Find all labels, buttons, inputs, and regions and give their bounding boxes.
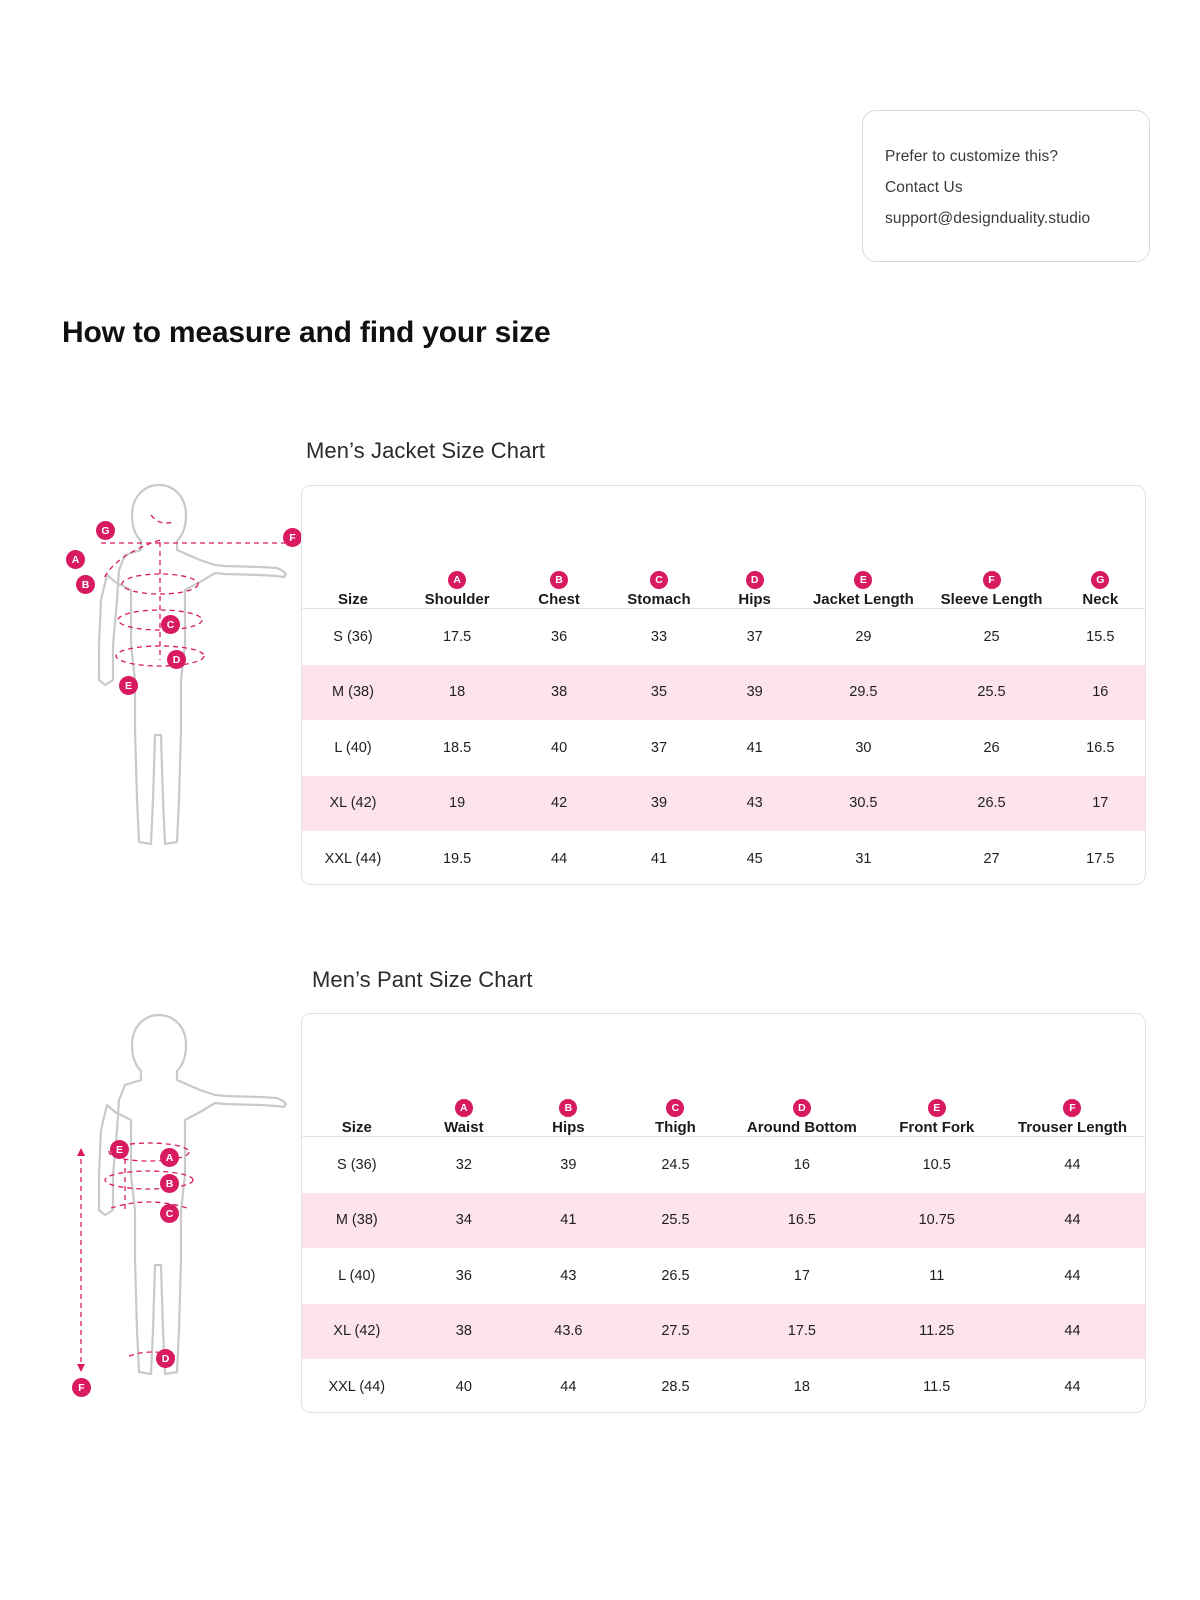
cell-front-fork: 11 [929, 1267, 945, 1284]
jacket-col-hips: D Hips [710, 486, 799, 609]
cell-jacket-length: 30.5 [849, 795, 878, 812]
jacket-measurement-figure [55, 470, 295, 875]
cell-hips: 45 [746, 850, 763, 867]
jacket-col-stomach: C Stomach [608, 486, 710, 609]
cell-hips: 41 [560, 1212, 577, 1229]
table-row [302, 1359, 1145, 1413]
jacket-col-shoulder: A Shoulder [404, 486, 510, 609]
pant-size-table [302, 1014, 1145, 1413]
cell-sleeve-length: 26 [983, 739, 1000, 756]
cell-shoulder: 17.5 [442, 628, 472, 645]
pant-col-size: Size [302, 1014, 412, 1137]
pant-point-B: B [160, 1174, 179, 1193]
cell-stomach: 37 [650, 739, 668, 756]
size-label: XL (42) [329, 795, 377, 812]
cell-trouser-length: 44 [1064, 1212, 1081, 1229]
contact-card [862, 110, 1150, 262]
cell-waist: 40 [455, 1378, 472, 1395]
pant-col-around-bottom: D Around Bottom [730, 1014, 873, 1137]
cell-sleeve-length: 26.5 [977, 795, 1006, 812]
table-row [302, 831, 1145, 885]
cell-stomach: 35 [650, 684, 668, 701]
table-row [302, 776, 1145, 832]
cell-around-bottom: 16.5 [787, 1212, 816, 1229]
cell-sleeve-length: 25.5 [977, 684, 1006, 701]
cell-chest: 42 [551, 795, 568, 812]
badge-d-icon: D [793, 1099, 811, 1117]
cell-front-fork: 11.5 [923, 1378, 951, 1395]
cell-neck: 17 [1092, 795, 1109, 812]
badge-b-icon: B [559, 1099, 577, 1117]
jacket-section-heading: Men’s Jacket Size Chart [306, 438, 546, 463]
cell-trouser-length: 44 [1064, 1156, 1081, 1173]
support-email[interactable]: support@designduality.studio [885, 210, 1091, 227]
badge-g-icon: G [1091, 571, 1109, 589]
cell-thigh: 28.5 [661, 1378, 690, 1395]
jacket-point-D: D [167, 650, 186, 669]
cell-sleeve-length: 25 [983, 628, 1000, 645]
cell-stomach: 33 [650, 628, 668, 645]
cell-neck: 17.5 [1086, 850, 1115, 867]
cell-thigh: 26.5 [661, 1267, 690, 1284]
badge-c-icon: C [666, 1099, 684, 1117]
pant-point-D: D [156, 1349, 175, 1368]
cell-neck: 16.5 [1086, 739, 1115, 756]
jacket-header-row [302, 486, 1145, 609]
cell-hips: 43 [746, 795, 763, 812]
badge-e-icon: E [928, 1099, 946, 1117]
table-row [302, 1304, 1145, 1360]
pant-point-F: F [72, 1378, 91, 1397]
cell-hips: 39 [560, 1156, 577, 1173]
cell-around-bottom: 18 [793, 1378, 810, 1395]
cell-stomach: 41 [650, 850, 668, 867]
cell-chest: 36 [551, 628, 568, 645]
jacket-size-table [302, 486, 1145, 885]
pant-body-illustration [55, 1000, 295, 1400]
size-label: S (36) [333, 628, 373, 645]
cell-jacket-length: 29.5 [849, 684, 878, 701]
pant-point-C: C [160, 1204, 179, 1223]
badge-f-icon: F [1063, 1099, 1081, 1117]
table-row [302, 1248, 1145, 1304]
pant-col-front-fork: E Front Fork [874, 1014, 1000, 1137]
size-label: L (40) [334, 739, 372, 756]
cell-hips: 44 [560, 1378, 577, 1395]
badge-a-icon: A [448, 571, 466, 589]
cell-around-bottom: 17.5 [787, 1323, 816, 1340]
cell-chest: 44 [551, 850, 568, 867]
jacket-col-jacket-length: E Jacket Length [799, 486, 927, 609]
cell-shoulder: 19 [449, 795, 466, 812]
contact-us-link[interactable]: Contact Us [885, 179, 963, 196]
cell-hips: 37 [746, 628, 763, 645]
cell-jacket-length: 31 [855, 850, 872, 867]
cell-waist: 34 [455, 1212, 472, 1229]
cell-sleeve-length: 27 [983, 850, 1000, 867]
cell-chest: 40 [551, 739, 568, 756]
cell-trouser-length: 44 [1064, 1323, 1081, 1340]
badge-a-icon: A [455, 1099, 473, 1117]
pant-col-trouser-length: F Trouser Length [1000, 1014, 1145, 1137]
cell-front-fork: 11.25 [919, 1323, 955, 1340]
cell-thigh: 24.5 [661, 1156, 690, 1173]
pant-col-thigh: C Thigh [621, 1014, 731, 1137]
cell-front-fork: 10.5 [922, 1156, 951, 1173]
cell-trouser-length: 44 [1064, 1267, 1081, 1284]
badge-c-icon: C [650, 571, 668, 589]
jacket-col-neck: G Neck [1056, 486, 1145, 609]
table-row [302, 665, 1145, 721]
badge-d-icon: D [746, 571, 764, 589]
cell-stomach: 39 [650, 795, 668, 812]
cell-around-bottom: 17 [793, 1267, 810, 1284]
jacket-size-chart [301, 485, 1146, 885]
cell-neck: 16 [1092, 684, 1109, 701]
jacket-point-F: F [283, 528, 302, 547]
jacket-point-E: E [119, 676, 138, 695]
badge-e-icon: E [854, 571, 872, 589]
pant-point-E: E [110, 1140, 129, 1159]
cell-jacket-length: 30 [855, 739, 872, 756]
jacket-body-illustration [55, 470, 295, 870]
size-label: L (40) [338, 1267, 376, 1284]
size-label: XXL (44) [324, 850, 382, 867]
jacket-col-chest: B Chest [510, 486, 608, 609]
cell-thigh: 27.5 [661, 1323, 690, 1340]
size-label: XXL (44) [328, 1378, 386, 1395]
size-label: M (38) [332, 684, 374, 701]
cell-neck: 15.5 [1086, 628, 1115, 645]
pant-measurement-figure [55, 1000, 295, 1405]
cell-shoulder: 18 [449, 684, 466, 701]
cell-trouser-length: 44 [1064, 1378, 1081, 1395]
cell-jacket-length: 29 [855, 628, 872, 645]
table-row [302, 609, 1145, 665]
size-label: M (38) [335, 1212, 378, 1229]
jacket-point-C: C [161, 615, 180, 634]
badge-f-icon: F [983, 571, 1001, 589]
table-row [302, 1137, 1145, 1193]
cell-thigh: 25.5 [661, 1212, 690, 1229]
cell-shoulder: 18.5 [442, 739, 472, 756]
pant-section-heading: Men’s Pant Size Chart [312, 967, 533, 992]
page-title: How to measure and find your size [62, 316, 551, 349]
jacket-point-G: G [96, 521, 115, 540]
cell-hips: 43 [560, 1267, 577, 1284]
contact-prompt: Prefer to customize this? [885, 148, 1059, 165]
jacket-point-A: A [66, 550, 85, 569]
cell-front-fork: 10.75 [918, 1212, 955, 1229]
pant-col-hips: B Hips [516, 1014, 621, 1137]
table-row [302, 1193, 1145, 1249]
cell-hips: 41 [746, 739, 763, 756]
cell-around-bottom: 16 [793, 1156, 810, 1173]
pant-size-chart [301, 1013, 1146, 1413]
cell-hips: 43.6 [554, 1323, 583, 1340]
cell-chest: 38 [551, 684, 568, 701]
jacket-col-sleeve-length: F Sleeve Length [927, 486, 1055, 609]
cell-waist: 38 [455, 1323, 472, 1340]
pant-point-A: A [160, 1148, 179, 1167]
pant-header-row [302, 1014, 1145, 1137]
cell-shoulder: 19.5 [442, 850, 472, 867]
cell-hips: 39 [746, 684, 763, 701]
table-row [302, 720, 1145, 776]
jacket-col-size: Size [302, 486, 404, 609]
cell-waist: 32 [455, 1156, 472, 1173]
size-label: S (36) [337, 1156, 377, 1173]
cell-waist: 36 [455, 1267, 472, 1284]
pant-col-waist: A Waist [412, 1014, 517, 1137]
size-label: XL (42) [333, 1323, 381, 1340]
badge-b-icon: B [550, 571, 568, 589]
jacket-point-B: B [76, 575, 95, 594]
